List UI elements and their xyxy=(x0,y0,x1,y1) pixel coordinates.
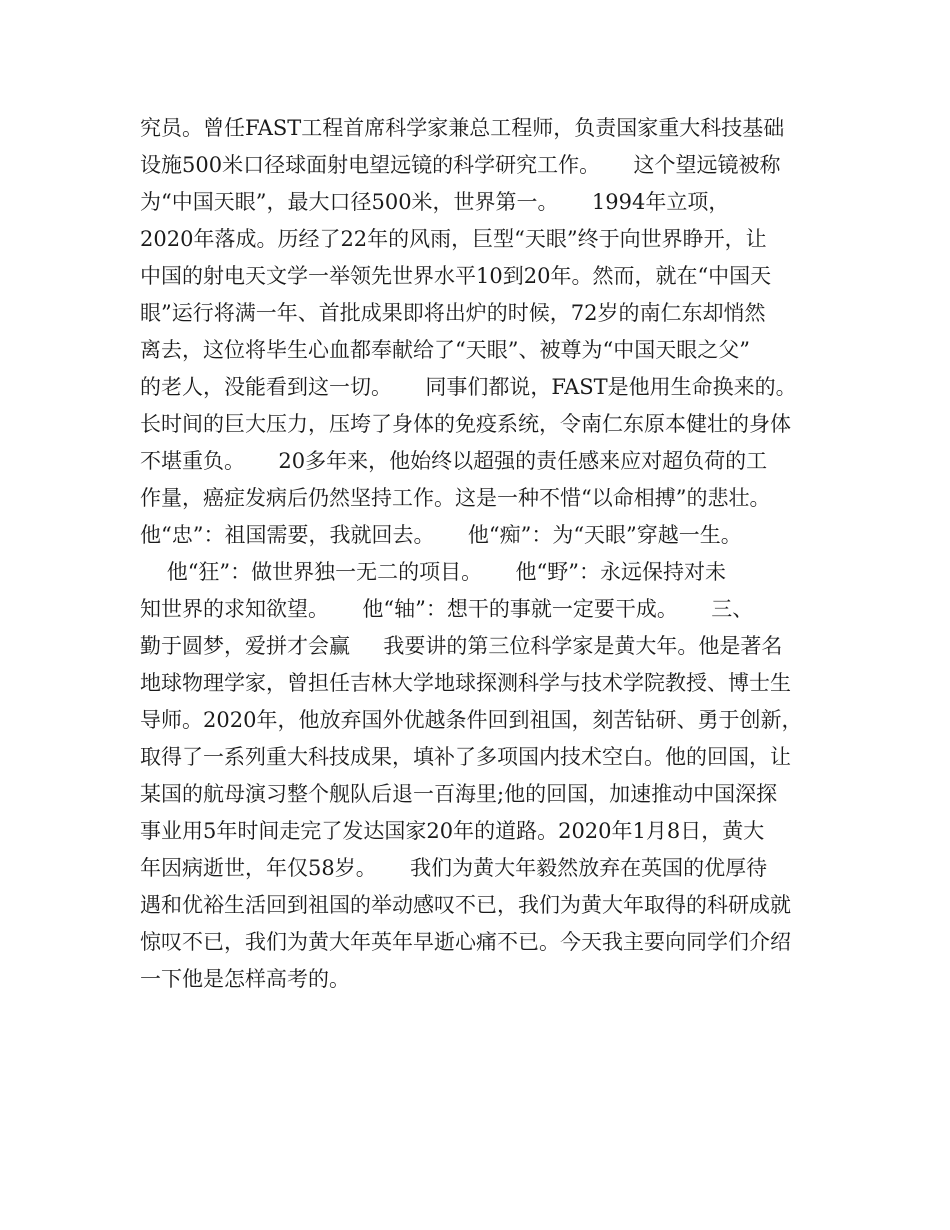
text-line: 导师。2020年，他放弃国外优越条件回到祖国，刻苦钻研、勇于创新， xyxy=(140,708,803,732)
text-line: 取得了一系列重大科技成果，填补了多项国内技术空白。他的回国，让 xyxy=(140,745,791,769)
body-text xyxy=(140,110,830,998)
text-line: 事业用5年时间走完了发达国家20年的道路。2020年1月8日，黄大 xyxy=(140,819,765,843)
text-line: 某国的航母演习整个舰队后退一百海里;他的回国，加速推动中国深探 xyxy=(140,782,778,806)
text-line: 的老人，没能看到这一切。 同事们都说，FAST是他用生命换来的。 xyxy=(140,375,797,399)
text-line: 年因病逝世，年仅58岁。 我们为黄大年毅然放弃在英国的优厚待 xyxy=(140,856,768,880)
text-line: 地球物理学家，曾担任吉林大学地球探测科学与技术学院教授、博士生 xyxy=(140,671,791,695)
text-line: 作量，癌症发病后仍然坚持工作。这是一种不惜“以命相搏”的悲壮。 xyxy=(140,486,771,510)
text-line: 他“狂”：做世界独一无二的项目。 他“野”：永远保持对未 xyxy=(140,560,727,584)
text-line: 知世界的求知欲望。 他“轴”：想干的事就一定要干成。 三、 xyxy=(140,597,754,621)
text-line: 勤于圆梦，爱拼才会赢 我要讲的第三位科学家是黄大年。他是著名 xyxy=(140,634,783,658)
text-line: 为“中国天眼”，最大口径500米，世界第一。 1994年立项， xyxy=(140,190,730,214)
text-line: 2020年落成。历经了22年的风雨，巨型“天眼”终于向世界睁开，让 xyxy=(140,227,767,251)
text-line: 惊叹不已，我们为黄大年英年早逝心痛不已。今天我主要向同学们介绍 xyxy=(140,930,791,954)
text-line: 究员。曾任FAST工程首席科学家兼总工程师，负责国家重大科技基础 xyxy=(140,116,785,140)
text-line: 他“忠”：祖国需要，我就回去。 他“痴”：为“天眼”穿越一生。 xyxy=(140,523,742,547)
text-line: 一下他是怎样高考的。 xyxy=(140,967,350,991)
text-line: 遇和优裕生活回到祖国的举动感叹不已，我们为黄大年取得的科研成就 xyxy=(140,893,791,917)
text-line: 眼”运行将满一年、首批成果即将出炉的时候，72岁的南仁东却悄然 xyxy=(140,301,766,325)
text-line: 中国的射电天文学一举领先世界水平10到20年。然而，就在“中国天 xyxy=(140,264,772,288)
text-line: 长时间的巨大压力，压垮了身体的免疫系统，令南仁东原本健壮的身体 xyxy=(140,412,791,436)
text-line: 离去，这位将毕生心血都奉献给了“天眼”、被尊为“中国天眼之父” xyxy=(140,338,750,362)
text-line: 设施500米口径球面射电望远镜的科学研究工作。 这个望远镜被称 xyxy=(140,153,781,177)
text-line: 不堪重负。 20多年来，他始终以超强的责任感来应对超负荷的工 xyxy=(140,449,768,473)
